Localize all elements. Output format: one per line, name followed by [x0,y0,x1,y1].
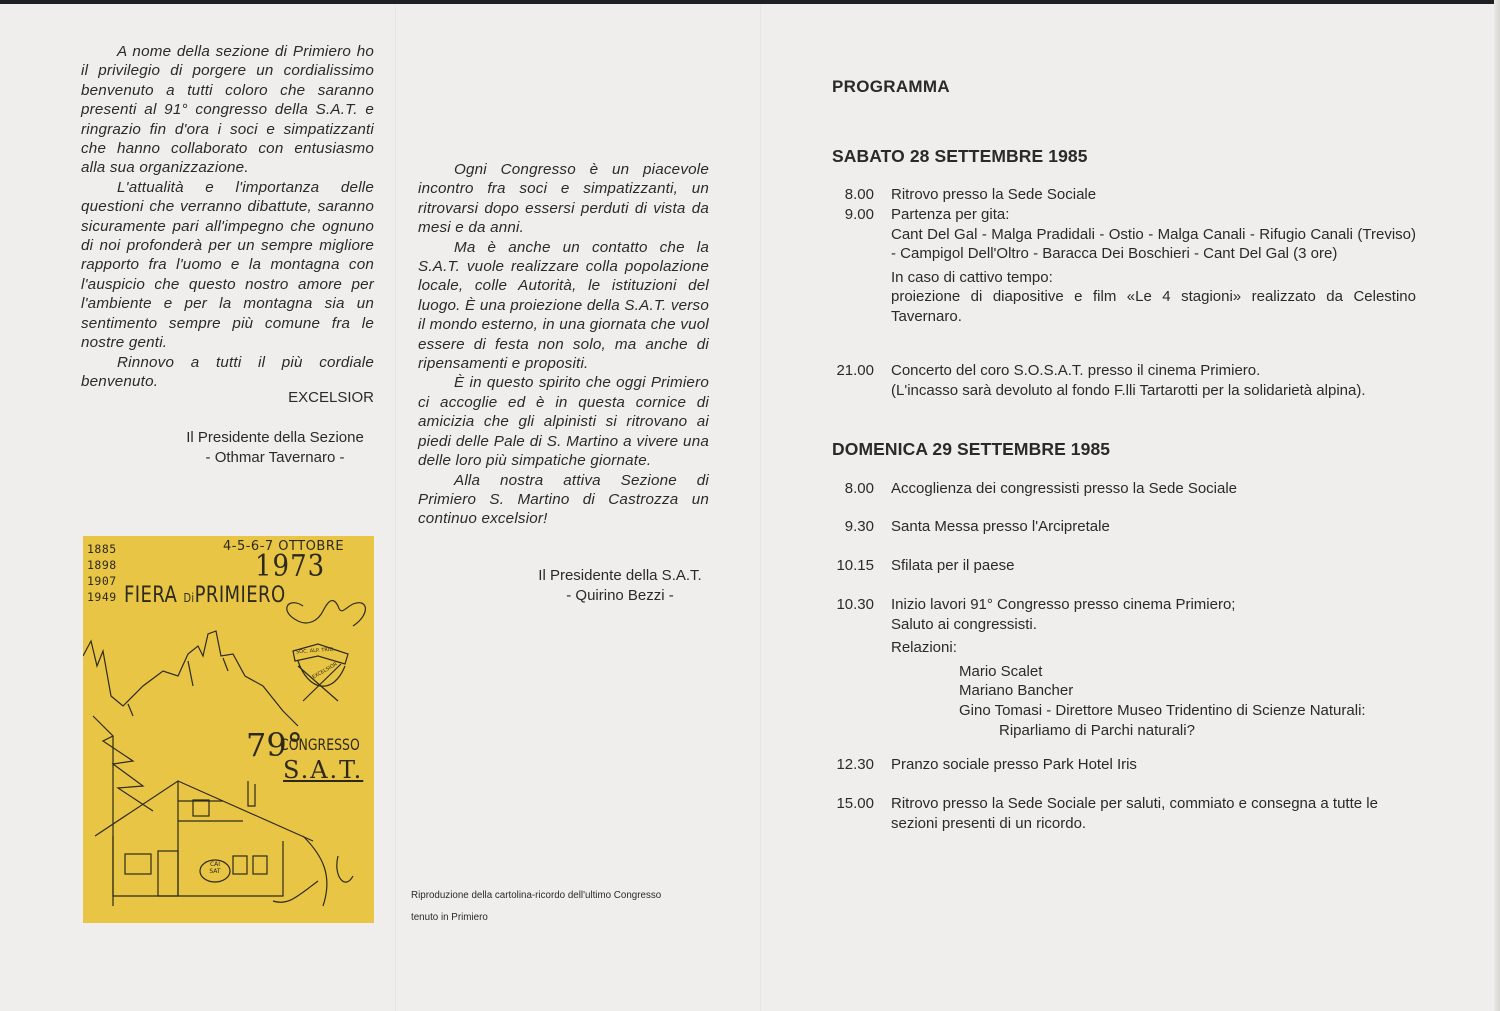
section-president-signature [165,428,385,468]
event-line: Saluto ai congressisti. [891,615,1037,633]
event-line: Concerto del coro S.O.S.A.T. presso il cinema Primiero. [891,362,1261,379]
event-line: Cant Del Gal - Malga Pradidali - Ostio - Malga Canali - Rifugio Canali (Treviso) - Campigol Dell'Oltro - Baracca Dei Boschieri - Cant Del Gal (3 ore) [891,225,1416,263]
hut-sign-line: SAT [209,868,221,875]
signature-name: - Quirino Bezzi - [566,587,674,604]
year-label: 1898 [87,558,117,572]
fiera-di: Di [183,591,195,605]
president-message [418,160,709,529]
speaker: Gino Tomasi - Direttore Museo Tridentino di Scienze Naturali: [959,701,1366,719]
mountain-drawing [83,631,298,726]
fiera-place: PRIMIERO [194,583,286,608]
event-line: (L'incasso sarà devoluto al fondo F.lli Tartarotti per la solidarietà alpina). [891,381,1366,399]
event-time: 10.15 [836,557,874,574]
programme-title: PROGRAMMA [832,77,950,96]
postcard-caption-line: tenuto in Primiero [411,912,488,923]
message-paragraph: Ma è anche un contatto che la S.A.T. vuole realizzare colla popolazione locale, colle Autorità, le istituzioni del luogo. È una proiezione della S.A.T. verso il mondo esterno, in una giornata che vuol essere di festa non solo, ma anche di ripensamenti e propositi. [418,238,709,373]
event-line: proiezione di diapositive e film «Le 4 stagioni» realizzato da Celestino Tavernaro. [891,288,1416,325]
page-fold [395,4,396,1011]
event-time: 15.00 [836,795,874,812]
postcard-fiera-title [124,583,286,608]
signature-title: Il Presidente della Sezione [186,429,364,446]
speaker: Mario Scalet [959,662,1043,680]
year-label: 1885 [87,542,117,556]
event-line: Partenza per gita: [891,206,1010,223]
event-line: Ritrovo presso la Sede Sociale [891,186,1097,203]
hut-sign-line: CAI [209,861,221,868]
message-paragraph: Alla nostra attiva Sezione di Primiero S. Martino di Castrozza un continuo excelsior! [418,471,709,528]
emblem-ribbon-text: SOC. ALP. TRID. [295,646,336,656]
day-heading: DOMENICA 29 SETTEMBRE 1985 [832,439,1111,459]
speaker: Mariano Bancher [959,682,1074,700]
signature-name: - Othmar Tavernaro - [205,449,345,466]
event-line: Sfilata per il paese [891,557,1015,574]
welcome-paragraph: A nome della sezione di Primiero ho il privilegio di porgere un cordialissimo benvenuto a tutti coloro che saranno presenti al 91° congresso della S.A.T. e ringrazio fin d'ora i soci e simpatizzanti che hanno collaborato con entusiasmo alla sua organizzazione. [81,43,374,177]
year-label: 1949 [87,590,117,604]
event-time: 12.30 [836,756,874,773]
motto: EXCELSIOR [288,389,374,406]
tree-drawing [93,716,153,906]
event-time: 8.00 [844,186,874,203]
postcard-org: S.A.T. [283,756,364,784]
message-paragraph: Ogni Congresso è un piacevole incontro fra soci e simpatizzanti, un ritrovarsi dopo essersi perduti di vista da mesi e da anni. [418,161,709,237]
event-line: Santa Messa presso l'Arcipretale [891,518,1110,535]
emblem-motto-text: EXCELSIOR [311,661,339,681]
event-line: Pranzo sociale presso Park Hotel Iris [891,756,1137,773]
postcard-congress-word: CONGRESSO [280,735,360,754]
welcome-paragraph: Rinnovo a tutti il più cordiale benvenuto. [81,353,374,390]
event-line: In caso di cattivo tempo: [891,268,1053,286]
event-line: Ritrovo presso la Sede Sociale per saluti, commiato e consegna a tutte le sezioni presenti di un ricordo. [891,795,1378,832]
event-time: 8.00 [844,480,874,497]
year-label: 1907 [87,574,117,588]
postcard-past-years [87,541,117,605]
message-paragraph: È in questo spirito che oggi Primiero ci accoglie ed è in questa cornice di amicizia che gli alpinisti si ritrovano ai piedi delle Pale di S. Martino a vivere una delle loro più simpatiche giornate. [418,374,709,470]
postcard-reproduction [83,536,374,923]
hut-sign [206,861,224,875]
page-fold [760,4,761,1011]
postcard-congress-number: 79° [246,726,303,764]
welcome-letter [81,42,374,391]
fiera-word: FIERA [124,583,178,608]
sat-president-signature [520,566,720,606]
talk-title: Riparliamo di Parchi naturali? [999,721,1195,739]
postcard-dates: 4-5-6-7 OTTOBRE [223,539,345,554]
event-time: 9.30 [844,518,874,535]
event-line: Accoglienza dei congressisti presso la Sede Sociale [891,480,1238,497]
event-time: 10.30 [836,596,874,613]
event-time: 9.00 [844,206,874,223]
signature-title: Il Presidente della S.A.T. [538,567,702,584]
scan-right-edge [1494,0,1500,1011]
event-time: 21.00 [836,362,874,379]
event-line: Inizio lavori 91° Congresso presso cinema Primiero; [891,596,1236,613]
scan-top-edge [0,0,1500,4]
postcard-caption-line: Riproduzione della cartolina-ricordo dell'ultimo Congresso [411,890,662,901]
postcard-year: 1973 [255,549,326,585]
welcome-paragraph: L'attualità e l'importanza delle questioni che verranno dibattute, saranno sicuramente pari all'impegno che ognuno di noi profonderà per un sempre migliore rapporto fra l'uomo e la montagna con l'auspicio che questo nostro amore per l'ambiente e per la montagna sia un sentimento sempre più comune fra le nostre genti. [81,178,374,352]
mountain-hut-drawing [95,781,353,906]
event-line: Relazioni: [891,639,957,657]
day-heading: SABATO 28 SETTEMBRE 1985 [832,146,1088,166]
